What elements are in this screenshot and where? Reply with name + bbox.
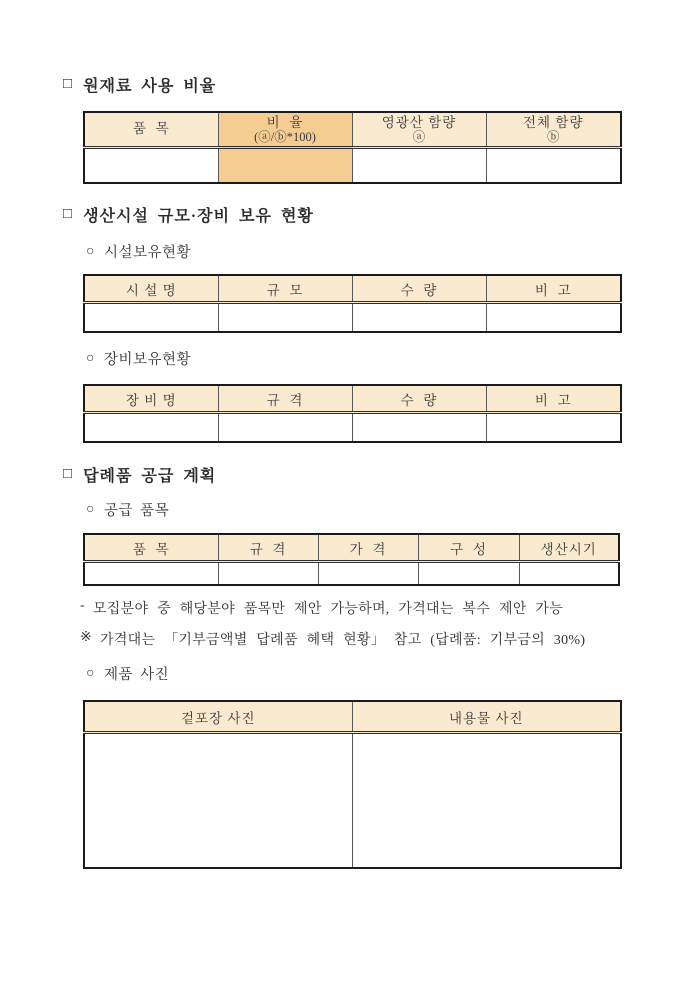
header-quantity: 수 량 — [352, 385, 486, 413]
square-bullet-icon: □ — [63, 76, 74, 92]
header-price: 가 격 — [318, 534, 418, 562]
header-remarks: 비 고 — [486, 385, 621, 413]
photo-placeholder-cell — [84, 733, 352, 869]
header-contents-photo: 내용물 사진 — [352, 701, 621, 733]
circle-bullet-icon: ○ — [86, 501, 95, 517]
header-production-period: 생산시기 — [519, 534, 619, 562]
subsection-title-text: 장비보유현황 — [103, 352, 192, 368]
section-title-text: 답례품 공급 계획 — [83, 468, 217, 485]
photo-placeholder-cell — [352, 733, 621, 869]
note-reference — [80, 629, 585, 649]
header-outer-packaging-photo: 겉포장 사진 — [84, 701, 352, 733]
section-title-facility — [63, 203, 314, 226]
table-row — [84, 562, 619, 586]
header-total-content: 전체 함량 ⓑ — [486, 112, 621, 148]
product-photo-table — [83, 700, 622, 869]
circle-bullet-icon: ○ — [86, 665, 95, 681]
dash-marker: - — [80, 598, 85, 613]
section-title-text: 원재료 사용 비율 — [83, 78, 217, 95]
equipment-table — [83, 384, 622, 443]
facility-table — [83, 274, 622, 333]
supply-items-table — [83, 533, 620, 586]
square-bullet-icon: □ — [63, 206, 74, 222]
table-row — [84, 303, 621, 333]
note-dash — [80, 598, 563, 618]
empty-cell — [486, 148, 621, 184]
empty-cell — [84, 148, 218, 184]
subsection-product-photos — [86, 663, 169, 684]
subsection-supply-items — [86, 499, 169, 520]
empty-cell — [84, 413, 218, 443]
raw-material-ratio-table — [83, 111, 622, 184]
empty-cell — [84, 303, 218, 333]
header-item: 품 목 — [84, 112, 218, 148]
subsection-equipment-status — [86, 348, 191, 369]
header-spec: 규 격 — [218, 534, 318, 562]
table-row — [84, 413, 621, 443]
reference-marker-icon: ※ — [80, 630, 93, 645]
empty-cell — [352, 303, 486, 333]
empty-cell-highlighted — [218, 148, 352, 184]
empty-cell — [218, 413, 352, 443]
header-ratio: 비 율 (ⓐ/ⓑ*100) — [218, 112, 352, 148]
subsection-title-text: 시설보유현황 — [103, 245, 192, 261]
header-remarks: 비 고 — [486, 275, 621, 303]
table-header-row — [84, 701, 621, 733]
table-row — [84, 148, 621, 184]
table-header-row — [84, 275, 621, 303]
table-header-row — [84, 112, 621, 148]
empty-cell — [218, 303, 352, 333]
section-title-gift-plan — [63, 463, 216, 486]
circle-bullet-icon: ○ — [86, 243, 95, 259]
table-header-row — [84, 534, 619, 562]
table-row — [84, 733, 621, 869]
section-title-raw-material — [63, 73, 216, 96]
header-facility-name: 시 설 명 — [84, 275, 218, 303]
subsection-facility-status — [86, 241, 191, 262]
empty-cell — [418, 562, 519, 586]
empty-cell — [84, 562, 218, 586]
header-yeonggwang-content: 영광산 함량 ⓐ — [352, 112, 486, 148]
note-text: 가격대는 「기부금액별 답례품 혜택 현황」 참고 (답례품: 기부금의 30%) — [100, 633, 586, 648]
table-header-row — [84, 385, 621, 413]
empty-cell — [318, 562, 418, 586]
header-quantity: 수 량 — [352, 275, 486, 303]
empty-cell — [352, 413, 486, 443]
header-item: 품 목 — [84, 534, 218, 562]
empty-cell — [486, 303, 621, 333]
circle-bullet-icon: ○ — [86, 350, 95, 366]
empty-cell — [519, 562, 619, 586]
header-composition: 구 성 — [418, 534, 519, 562]
header-scale: 규 모 — [218, 275, 352, 303]
empty-cell — [486, 413, 621, 443]
note-text: 모집분야 중 해당분야 품목만 제안 가능하며, 가격대는 복수 제안 가능 — [92, 602, 564, 617]
section-title-text: 생산시설 규모·장비 보유 현황 — [83, 208, 314, 225]
subsection-title-text: 제품 사진 — [103, 667, 170, 683]
header-equipment-name: 장 비 명 — [84, 385, 218, 413]
empty-cell — [352, 148, 486, 184]
subsection-title-text: 공급 품목 — [103, 503, 170, 519]
header-spec: 규 격 — [218, 385, 352, 413]
square-bullet-icon: □ — [63, 466, 74, 482]
empty-cell — [218, 562, 318, 586]
